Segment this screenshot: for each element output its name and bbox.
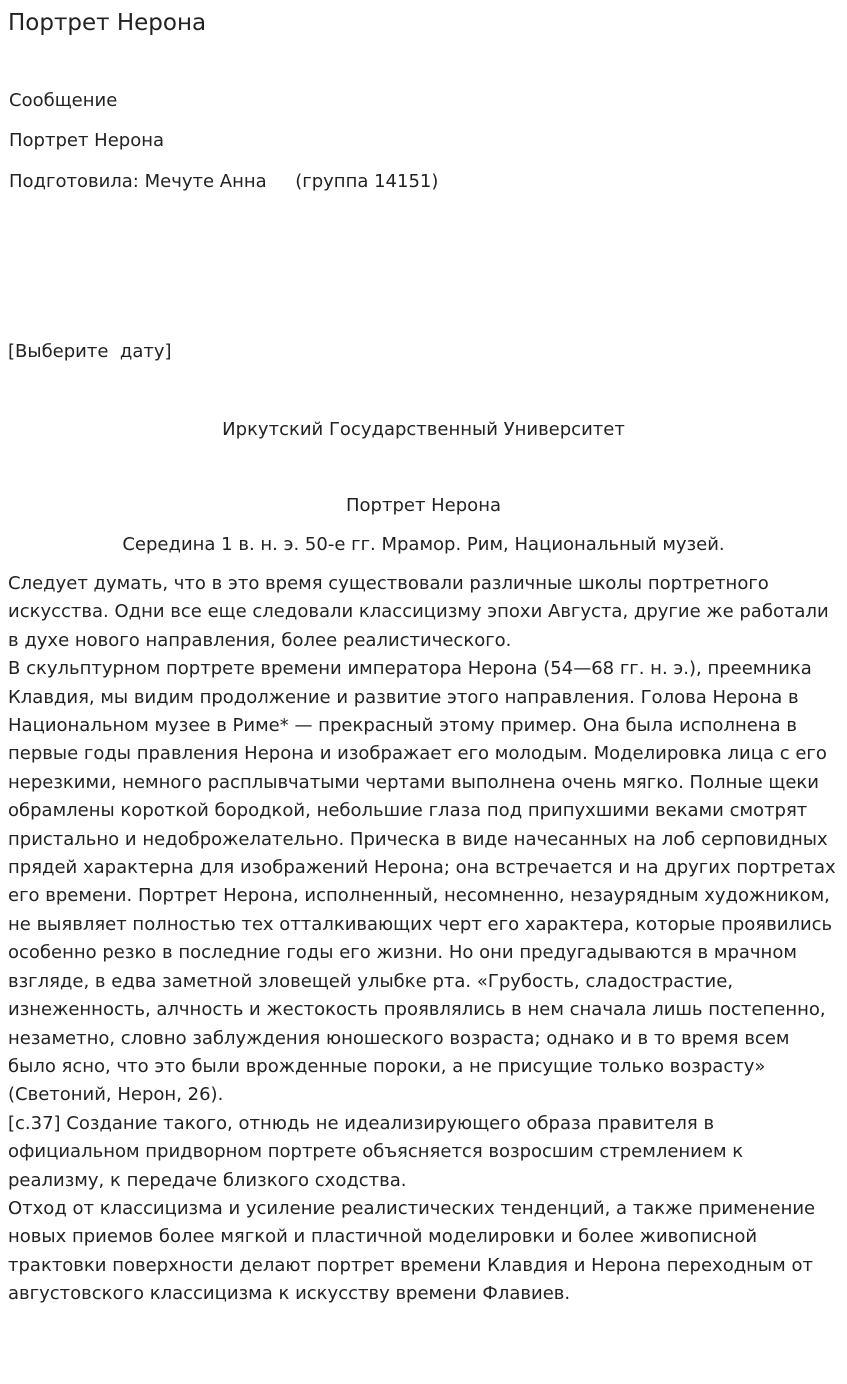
article-subheading: Середина 1 в. н. э. 50-е гг. Мрамор. Рим, Национальный музей.	[122, 534, 725, 555]
cover-subject: Портрет Нерона	[9, 130, 165, 151]
article-paragraph: [с.37] Создание такого, отнюдь не идеализирующего образа правителя в официальном придворном портрете объясняется возросшим стремлением к реализму, к передаче близкого сходства.	[8, 1112, 744, 1191]
article-body	[8, 570, 842, 1309]
university-name: Иркутский Государственный Университет	[222, 419, 625, 440]
article-paragraph: Следует думать, что в это время существовали различные школы портретного искусства. Одни все еще следовали классицизму эпохи Августа, другие же работали в духе нового направления, более реалистического.	[8, 573, 829, 651]
cover-author-line: Подготовила: Мечуте Анна (группа 14151)	[9, 171, 439, 192]
article-paragraph: Отход от классицизма и усиление реалистических тенденций, а также применение новых приемов более мягкой и пластичной моделировки и более живописной трактовки поверхности делают портрет времени Клавдия и Нерона переходным от августовского классицизма к искусству времени Флавиев.	[8, 1197, 816, 1305]
cover-type-label: Сообщение	[9, 90, 118, 111]
article-heading: Портрет Нерона	[345, 495, 501, 516]
document-title: Портрет Нерона	[8, 10, 207, 36]
article-paragraph: В скульптурном портрете времени императора Нерона (54—68 гг. н. э.), преемника Клавдия, мы видим продолжение и развитие этого направления. Голова Нерона в Национальном музее в Риме* — прекрасный этому пример. Она была исполнена в первые годы правления Нерона и изображает его молодым. Моделировка лица с его нерезкими, немного расплывчатыми чертами выполнена очень мягко. Полные щеки обрамлены короткой бородкой, небольшие глаза под припухшими веками смотрят пристально и недоброжелательно. Прическа в виде начесанных на лоб серповидных прядей характерна для изображений Нерона; она встречается и на других портретах его времени. Портрет Нерона, исполненный, несомненно, незаурядным художником, не выявляет полностью тех отталкивающих черт его характера, которые проявились особенно резко в последние годы его жизни. Но они предугадываются в мрачном взгляде, в едва заметной зловещей улыбке рта. «Грубость, сладострастие, изнеженность, алчность и жестокость проявлялись в нем сначала лишь постепенно, незаметно, словно заблуждения юношеского возраста; однако и в то время всем было ясно, что это были врожденные пороки, а не присущие только возрасту» (Светоний, Нерон, 26).	[8, 658, 836, 1106]
date-picker-placeholder[interactable]: [Выберите дату]	[8, 341, 172, 362]
